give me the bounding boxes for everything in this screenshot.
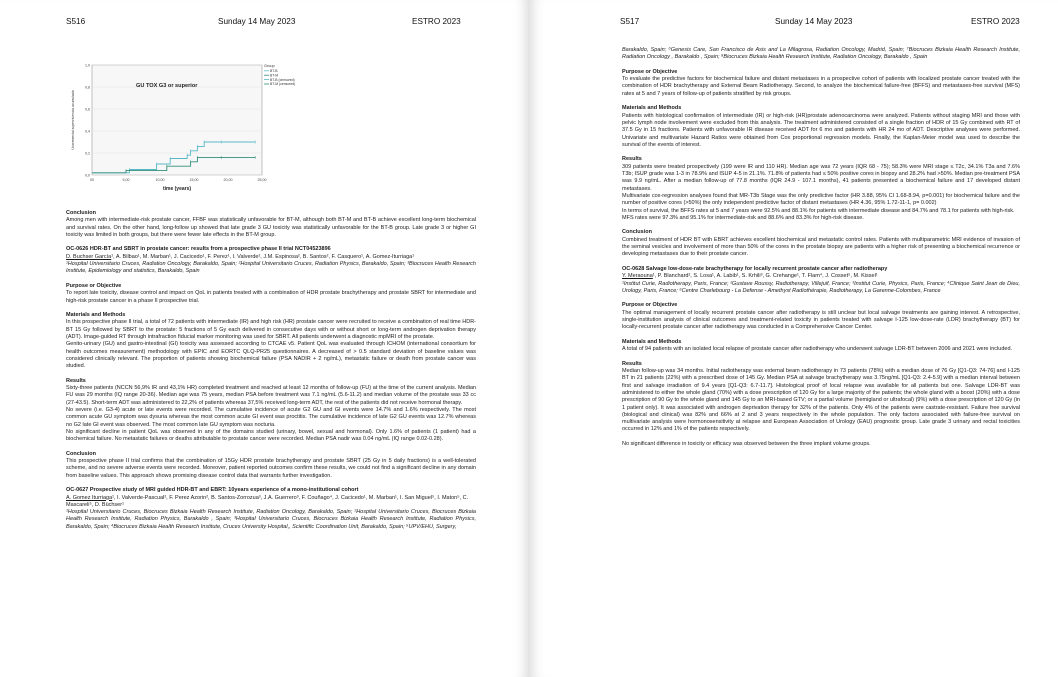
section-paragraph: To evaluate the predictive factors for biochemical failure and distant metastases in a prospective cohort of patients with localized prostate cancer treated with the combination of HDR brachytherapy and External Beam Radiotherapy. Second, to analyze the biochemical failure-free (BFFS) and metastases-free survival (MFS) rates at 5 and 7 years of follow-up of patients stratified by risk groups.	[622, 76, 1020, 97]
abstract-title: OC-0628 Salvage low-dose-rate brachytherapy for locally recurrent prostate cancer after radiotherapy	[622, 265, 888, 272]
section-paragraph: A total of 94 patients with an isolated local relapse of prostate cancer after radiotherapy who underwent salvage LDR-BT between 2006 and 2021 were included.	[622, 346, 1013, 353]
y-tick-label: 1,0	[85, 63, 90, 68]
abstract-title: OC-0627 Prospective study of MRI guided HDR-BT and EBRT: 10years experience of a mono-institutional cohort	[66, 487, 359, 494]
section-heading: Materials and Methods	[66, 312, 126, 319]
affiliations: ¹Hospital Universitario Cruces, Biocruces Bizkaia Health Research Institute, Radiation Oncology, Barakaldo, Spain; ²Hospital Universitario Cruces, Biocruces Bizkaia Health Research Institute, Radiation Physics, Barakaldo , Spain; ³Hospital Universitario Cruces, Biocruces Bizkaia Health Research Institute, Radiation Physics, Barakaldo, Spain; ⁴Biocruces Bizkaia Health Research Institute, Cruces University Hospital,, Scientific Coordination Unit, Barakaldo, Spain; ⁵UPV/EHU, Surgery,	[66, 509, 476, 530]
right-body-text	[622, 47, 1020, 456]
x-tick-label: 15,00	[189, 178, 199, 182]
x-tick-label: 5,00	[122, 178, 130, 182]
abstract-title: OC-0626 HDR-BT and SBRT in prostate cancer: results from a prospective phase II trial NCT04523896	[66, 246, 331, 253]
y-tick-label: 0,8	[85, 85, 90, 90]
author-list	[622, 273, 1020, 280]
section-paragraph: Combined treatment of HDR BT with EBRT achieves excellent biochemical and metastatic control rates. Patients with multiparametric MRI evidence of invasion of the seminal vesicles and involvement of more than 50% of the cores in the prostate biopsy are patients with a higher risk of presenting a biochemical recurrence or developing metastases due to their prostate cancer.	[622, 236, 1020, 258]
section-paragraph: To report late toxicity, disease control and impact on QoL in patients treated with a combination of HDR prostate brachytherapy and prostate SBRT for intermediate and high-risk prostate cancer in a phase II prospective trial.	[66, 290, 476, 304]
legend-title: Group	[264, 64, 275, 68]
section-heading: Materials and Methods	[622, 105, 682, 112]
legend-entry: BT-B	[270, 69, 278, 73]
x-tick-label: 25,00	[257, 178, 267, 182]
legend-entry: BT-M (censored)	[270, 82, 296, 87]
presenting-author: A. Gomez Iturriaga	[66, 494, 113, 501]
header-journal-right: ESTRO 2023	[971, 17, 1020, 26]
affiliations: ¹Institut Curie, Radiotherapy, Paris, France; ²Gustave Roussy, Radiotherapy, Villejuif, France; ³Institut Curie, Physics, Paris, France; ⁴Clinique Saint Jean de Dieu, Urology, Paris, France; ⁵Centre Charlebourg - La Defense - Amethyst Radiothérapie, Radiotherapy, La Garenne-Colombes, France	[622, 280, 1020, 294]
header-date-right: Sunday 14 May 2023	[775, 17, 853, 26]
section-heading: Purpose or Objective	[622, 302, 678, 309]
co-authors: ¹, A. Bilbao¹, M. Marban¹, J. Cacicedo¹, F. Perez¹, I. Valverde², J.M. Espinosa², B. Santos², F. Casquero¹, A. Gomez-Iturriaga¹	[111, 253, 415, 260]
section-paragraph: This prospective phase II trial confirms that the combination of 15Gy HDR prostate brachytherapy and prostate SBRT (25 Gy in 5 daily fractions) is a well-tolerated scheme, and no severe adverse events were recorded. Moreover, patient reported outcomes confirm these results, we could not find a significant decline in any domain from baseline values. This approach shows promising disease control data that warrants further investigation.	[66, 458, 476, 479]
section-paragraph: Sixty-three patients (NCCN 56,9% IR and 43,1% HR) completed treatment and reached at least 12 months of follow-up (FU) at the time of the current analysis. Median FU was 29 months (IQ range 20-36). Median age was 75 years, median PSA before treatment was 7.1 ng/mL (5.6-11.2) and median volume of the prostate was 33 cc (27-43.5). Short-term ADT was administered to 22,2% of patients whereas 37,5% received long-term ADT, the rest of the patients did not receive hormonal therapy. No severe (i.e. G3-4) acute or late events were recorded. The cumulative incidence of acute G2 GU and GI events were 14.7% and 1.6% respectively. The most common acute GU symptom was dysuria whereas the most common acute GI event was proctitis. The cumulative incidence of late G2 GU events was 12.7% whereas no G2 late GI event was observed. The most common late GU symptom was nocturia. No significant decline in patient QoL was observed in any of the domains studied (urinary, bowel, sexual and hormonal). Only 1.6% of patients (1 patient) had a biochemical failure. No metastatic failures or deaths attributable to prostate cancer were recorded. Median PSA nadir was 0.04 ng/mL (IQ range 0.02-0.28).	[66, 385, 476, 443]
x-tick-label: 10,00	[155, 178, 165, 182]
section-heading: Results	[622, 360, 642, 367]
presenting-author: Y. Meraouna	[622, 273, 653, 280]
y-tick-label: 0,2	[85, 151, 90, 156]
header-journal-left: ESTRO 2023	[412, 17, 461, 26]
section-heading: Results	[622, 156, 642, 163]
legend-entry: BT-B (censored)	[270, 77, 295, 82]
page-number-right: S517	[620, 17, 640, 26]
section-paragraph: 309 patients were treated prospectively (199 were IR and 110 HR). Median age was 72 years (IQR 68 - 75); 58.3% were MRI stage ≤ T2c, 34.1% T3a and 7.6% T3b; ISUP grade was 1-3 in 78.9% and ISUP 4-5 in 21.1%. 71.8% of patients had ≤ 50% positive cores in biopsy and 28.2% had >50%. Median pre-treatment PSA was 9.9 ng/mL. After a median follow-up of 77.8 months (IQR 24.9 - 107.1 months), 41 patients presented a biochemical failure and 17 developed distant metastases. Multivariate cox-regression analyses found that MR-T3b Stage was the only predictive factor (HR 3.88, 95% CI 1.68-8.94, p=0.001) for biochemical failure and the number of positive cores (>50%) the only independent predictive factor of distant metastases (HR 4.36, 95% 1.72-11-1, p= 0.002) In terms of survival, the BFFS rates at 5 and 7 years were 92.5% and 88.1% for patients with intermediate disease and 84.7% and 78.1 for patients with high-risk. MFS rates were 97.3% and 95.1% for intermediate-risk and 88.6% and 83.3% for high-risk disease.	[622, 163, 1020, 221]
section-heading: Conclusion	[66, 450, 96, 457]
x-axis-label: time (years)	[162, 186, 192, 192]
section-heading: Conclusion	[622, 229, 652, 236]
section-paragraph: Patients with histological confirmation of intermediate (IR) or high-risk (HR)prostate adenocarcinoma were analyzed. Patients without staging MRI and those with pelvic lymph node involvement were excluded from this analysis. The treatment administered consisted of a single fraction of HDR of 15 Gy combined with RT of 37.5 Gy in 15 fractions. Patients with unfavorable IR disease received ADT for 6 mo and patients with HR 24 mo of ADT. Descriptive analyses were performed. Univariate and multivariate Hazard Ratios were obtained from Cox proportional regression models. Finally, the Kaplan-Meier model was used to describe the survival of the events of interest.	[622, 112, 1020, 148]
y-axis-label: Uncremental superviviencia acumulada	[71, 90, 75, 150]
co-authors: ¹, P. Blanchard², S. Losa¹, A. Labib¹, S. Krhili³, G. Crehange¹, T. Flam⁴, J. Cosset⁵, M. Kissel¹	[652, 273, 878, 280]
page-number-left: S516	[66, 17, 86, 26]
x-tick-label: 20,00	[223, 178, 233, 182]
section-heading: Purpose or Objective	[622, 68, 678, 75]
y-tick-label: 0,0	[85, 173, 90, 178]
section-heading: Results	[66, 377, 86, 384]
legend-entry: BT-M	[270, 73, 279, 78]
author-list	[66, 254, 476, 261]
section-paragraph: Among men with intermediate-risk prostate cancer, FFBF was statistically unfavorable for BT-M, although both BT-M and BT-B achieve excellent long-term biochemical and survival rates. On the other hand, long-follow up showed that late grade 3 GU toxicity was statistically unfavorable for the BT-B group. Late grade 3 or higher GI toxicity was limited in both groups, but there were fewer late effects in the BT-M group.	[66, 217, 476, 238]
left-body-text	[66, 210, 476, 538]
section-paragraph: Median follow-up was 34 months. Initial radiotherapy was external beam radiotherapy in 73 patients (78%) with a median dose of 76 Gy [Q1-Q3: 74-76] and I-125 BT in 21 patients (22%) with a prescribed dose of 145 Gy. Median PSA at salvage brachytherapy was 3.75ng/mL [Q1-Q3: 2.4-5.9] with a median interval between first and salvage irradiation of 9.4 years [Q1-Q3: 6.7-11.7]. Histological proof of local relapse was available for all patients but one. Salvage LDR-BT was administered to either the whole gland (70%) with a dose prescription of 120 Gy for a large majority of the patients; the whole gland with a boost (20%) with a dose prescription of 90 Gy to the whole gland and 145 Gy to an MRI-based GTV; or a partial volume (hemigland or ultrafocal) (9%) with a dose prescription of 120 Gy (in 1 patient only). It was associated with androgen deprivation therapy for 32% of the patients. Only 4% of the patients were castrate-resistant. Failure free survival (biological and clinical) was 82% and 66% at 2 and 3 years respectively in the whole population. The only factors associated with failure-free survival on multivariate analysis were hormonosensitivity at relapse and European Association of Urology (EAU) prognostic group. Late grade 3 urinary and rectal toxicities occurred in 12% and 1% of the patients respectively. No significant difference in toxicity or efficacy was observed between the three implant volume groups.	[622, 368, 1020, 448]
header-date-left: Sunday 14 May 2023	[218, 17, 296, 26]
y-tick-label: 0,4	[85, 129, 90, 134]
x-tick-label: 00	[90, 178, 94, 182]
affiliations: ¹Hospital Universitario Cruces, Radiation Oncology, Barakaldo, Spain; ²Hospital Universitario Cruces, Radiation Physics, Barakaldo, Spain; ³Biocruces Health Research Institute, Epidemiology and statistics, Barakaldo, Spain	[66, 261, 476, 275]
section-heading: Purpose or Objective	[66, 282, 122, 289]
presenting-author: D. Buchser García	[66, 253, 112, 260]
chart-title: GU TOX G3 or superior	[136, 83, 198, 89]
affiliations: Barakaldo, Spain; ⁶Genesis Care, San Francisco de Asis and La Milagrosa, Radiation Oncology, Madrid, Spain; ⁷Biocruces Bizkaia Health Research Institute, Radiation Oncology , Barakaldo , Spain; ⁸Biocruces Bizkaia Health Research Institute, Radiation Oncology, Barakaldo , Spain	[622, 47, 1020, 61]
y-tick-label: 0,6	[85, 107, 90, 112]
section-paragraph: In this prospective phase II trial, a total of 72 patients with intermediate (IR) and high risk (HR) prostate cancer were recruited to receive a combination of real time HDR-BT 15 Gy followed by SBRT to the prostate: 5 fractions of 5 Gy each delivered in consecutive days with or without short or long-term androgen deprivation therapy (ADT). Image-guided RT through intrafraction fiducial marker monitoring was used for SBRT. All patients underwent a diagnostic mpMRI of the prostate. Genito-urinary (GU) and gastro-intestinal (GI) toxicity was assessed according to CTCAE v5. Patient QoL was evaluated through ICHOM (international consortium for health outcomes measurement) methodology with EPIC and EORTC QLQ-PR25 questionnaires. A decreased of > 0.5 standard deviation of baseline values was considered clinically relevant. The proportion of patients showing biochemical failure (PSA NADIR + 2 ng/mL), metastatic failure or death from prostate cancer was studied.	[66, 319, 476, 370]
author-list	[66, 495, 476, 510]
section-paragraph: The optimal management of locally recurrent prostate cancer after radiotherapy is still unclear but local salvage treatments are gaining interest. A retrospective, single-institution analysis of clinical outcomes and treatment-related toxicity in patients treated with salvage I-125 low-dose-rate (LDR) brachytherapy (BT) for locally-recurrent prostate cancer after radiotherapy was conducted in a Comprehensive Cancer Center.	[622, 309, 1020, 331]
km-survival-chart	[68, 55, 296, 205]
right-page	[529, 0, 1058, 677]
section-heading: Materials and Methods	[622, 338, 682, 345]
co-authors: ¹, I. Valverde-Pascual², F. Perez Azorin², B. Santos-Zorrozua³, J.A. Guerrero³, F. Couñago⁴, J. Cacicedo¹, M. Marban¹, I. San Miguel⁵, I. Maton⁵, C. Mascareli⁵, D. Büchser¹	[66, 494, 469, 508]
section-heading: Conclusion	[66, 210, 96, 216]
